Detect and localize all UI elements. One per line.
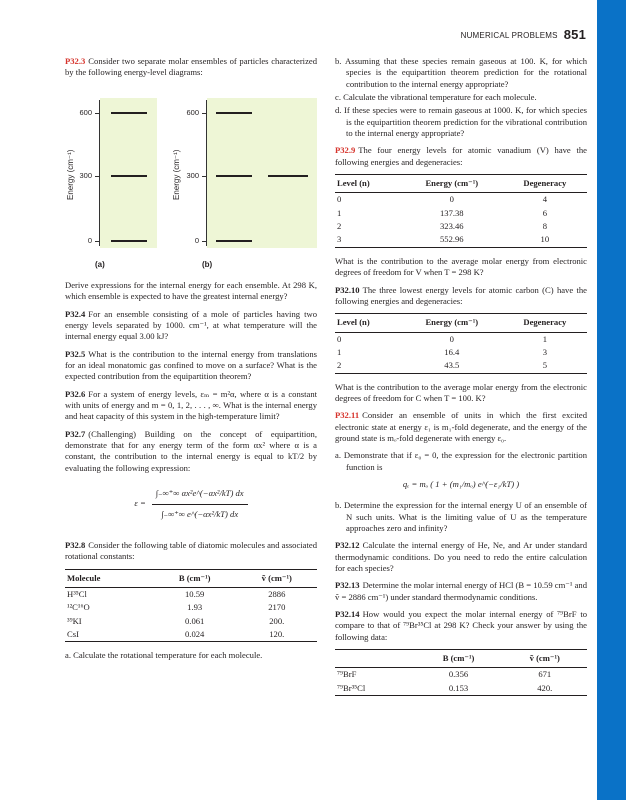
table-row: ⁷⁹BrF 0.356 671 — [337, 669, 552, 680]
panel-label-b: (b) — [202, 260, 213, 269]
problem-32-3: P32.3 Consider two separate molar ensembles of particles characterized by the following energy-level diagrams: — [65, 56, 317, 78]
axis-label: Energy (cm⁻¹) — [66, 149, 75, 200]
table-row: ⁷⁹Br³⁵Cl 0.153 420. — [337, 682, 553, 693]
problem-32-4: P32.4 For an ensemble consisting of a mole of particles having two energy levels separated by 1000. cm⁻¹, at what temperature will the internal energy equal 3.00 kJ? — [65, 308, 317, 342]
left-column-body — [65, 280, 317, 664]
problem-32-8-a: a. Calculate the rotational temperature for each molecule. — [65, 650, 263, 661]
equation-numerator: ∫₋∞⁺∞ αx²e^(−αx²/kT) dx — [155, 488, 244, 499]
axis-label: Energy (cm⁻¹) — [172, 149, 181, 200]
problem-32-10-question: What is the contribution to the average molar energy from the electronic degrees of freedom for C when T = 100. K? — [335, 381, 587, 403]
energy-level-300 — [268, 175, 308, 177]
diatomic-table — [65, 569, 317, 643]
problem-32-5: P32.5 What is the contribution to the internal energy from translations for an ideal monatomic gas confined to move on a surface? What is the expected contribution from the equipartition theorem? — [65, 348, 317, 382]
table-row: 2 323.46 8 — [337, 221, 547, 232]
problem-32-11-b: b. Determine the expression for the internal energy U of an ensemble of N such units. What is the limiting value of U as the temperature approaches zero and infinity? — [335, 500, 587, 533]
section-title: NUMERICAL PROBLEMS — [460, 31, 558, 40]
problem-32-8-d: d. If these species were to remain gaseous at 1000. K, for which species is the equipartition theorem prediction for the vibrational contribution to the internal energy appropriate? — [335, 105, 587, 139]
problem-32-8-c: c. Calculate the vibrational temperature for each molecule. — [335, 92, 537, 103]
table-row: ¹²C¹⁶O 1.93 2170 — [67, 602, 286, 613]
table-row: 3 552.96 10 — [337, 234, 550, 245]
vanadium-table: Level (n) Energy (cm⁻¹) Degeneracy 0 0 4 1 137.38 6 2 323.46 8 3 552.96 10 — [335, 174, 587, 248]
energy-level-0 — [111, 240, 147, 242]
energy-level-0 — [216, 240, 252, 242]
column-header: Molecule — [65, 569, 153, 587]
tick-label: 300 — [186, 171, 199, 180]
page-number: 851 — [563, 27, 586, 42]
halide-table: B (cm⁻¹) ṽ (cm⁻¹) ⁷⁹BrF 0.356 671 ⁷⁹Br³⁵Cl 0.153 420. — [335, 649, 587, 696]
problem-32-8: P32.8 Consider the following table of diatomic molecules and associated rotational constants: — [65, 539, 317, 562]
running-header — [461, 26, 586, 43]
equation-denominator: ∫₋∞⁺∞ e^(−αx²/kT) dx — [161, 508, 239, 519]
problem-32-9-question: What is the contribution to the average molar energy from electronic degrees of freedom for V when T = 298 K? — [335, 255, 587, 278]
partition-function-equation: qₑ = mₒ ( 1 + (m₁/mₒ) e^(−ε₁/kT) ) — [402, 478, 520, 489]
problem-32-13: P32.13 Determine the molar internal energy of HCl (B = 10.59 cm⁻¹ and ṽ = 2886 cm⁻¹) under standard thermodynamic conditions. — [335, 580, 587, 602]
problem-32-7: P32.7 (Challenging) Building on the concept of equipartition, demonstrate that for any energy term of the form αx² where α is a constant, the contribution to the internal energy is equal to kT/2 by evaluating the following expression: — [65, 428, 317, 473]
table-row: 0 0 4 — [337, 194, 547, 205]
problem-32-12: P32.12 Calculate the internal energy of He, Ne, and Ar under standard thermodynamic conditions. Do you need to redo the entire calculation for each species? — [335, 540, 587, 574]
energy-level-600 — [216, 112, 252, 114]
tick-label: 600 — [186, 108, 199, 117]
problem-32-14: P32.14 How would you expect the molar internal energy of ⁷⁹BrF to compare to that of ⁷⁹Br³⁵Cl at 298 K? Check your answer by using the following data: — [335, 609, 587, 642]
column-header: ṽ (cm⁻¹) — [237, 569, 317, 587]
problem-id: P32.3 — [65, 56, 86, 66]
tick-label: 300 — [79, 171, 92, 180]
table-row: 1 137.38 6 — [337, 207, 547, 218]
page-edge-bar — [597, 0, 626, 800]
panel-label-a: (a) — [95, 260, 105, 269]
carbon-table: Level (n) Energy (cm⁻¹) Degeneracy 0 0 1 1 16.4 3 2 43.5 5 — [335, 313, 587, 373]
table-row: 0 0 1 — [337, 333, 547, 344]
problem-32-11-a: a. Demonstrate that if ε₀ = 0, the expression for the electronic partition function is — [335, 450, 587, 472]
right-column — [335, 56, 587, 704]
equation-32-7 — [65, 484, 317, 524]
table-row: 2 43.5 5 — [337, 360, 547, 371]
table-row: ³⁹KI 0.061 200. — [67, 615, 285, 626]
tick-label: 0 — [87, 236, 92, 245]
tick-label: 0 — [194, 236, 199, 245]
problem-32-9: P32.9 The four energy levels for atomic vanadium (V) have the following energies and degeneracies: — [335, 145, 587, 167]
energy-level-300 — [111, 175, 147, 177]
table-row: CsI 0.024 120. — [67, 628, 285, 639]
problem-32-8-b: b. Assuming that these species remain gaseous at 100. K, for which species is the equipartition theorem prediction for the rotational contribution to the internal energy appropriate? — [335, 56, 587, 89]
problem-32-10: P32.10 The three lowest energy levels for atomic carbon (C) have the following energies and degeneracies: — [335, 284, 587, 306]
problem-32-6: P32.6 For a system of energy levels, εₘ = m²α, where α is a constant with units of energy and m = 0, 1, 2, . . . , ∞. What is the internal energy and heat capacity of this system in the high-temperature limit? — [65, 388, 317, 422]
energy-level-300 — [216, 175, 252, 177]
problem-32-3-cont: Derive expressions for the internal energy for each ensemble. At 298 K, which ensemble is expected to have the greatest internal energy? — [65, 280, 317, 302]
table-row: H³⁵Cl 10.59 2886 — [67, 588, 286, 599]
tick-label: 600 — [79, 108, 92, 117]
problem-32-11: P32.11 Consider an ensemble of units in which the first excited electronic state at energy ε₁ is m₁-fold degenerate, and the energy of the ground state is mₒ-fold degenerate with energy ε₀. — [335, 410, 587, 443]
left-column — [65, 56, 317, 85]
column-header: B (cm⁻¹) — [153, 569, 237, 587]
energy-level-600 — [111, 112, 147, 114]
table-row: 1 16.4 3 — [337, 346, 547, 357]
equation-lhs: ε = — [134, 498, 146, 509]
